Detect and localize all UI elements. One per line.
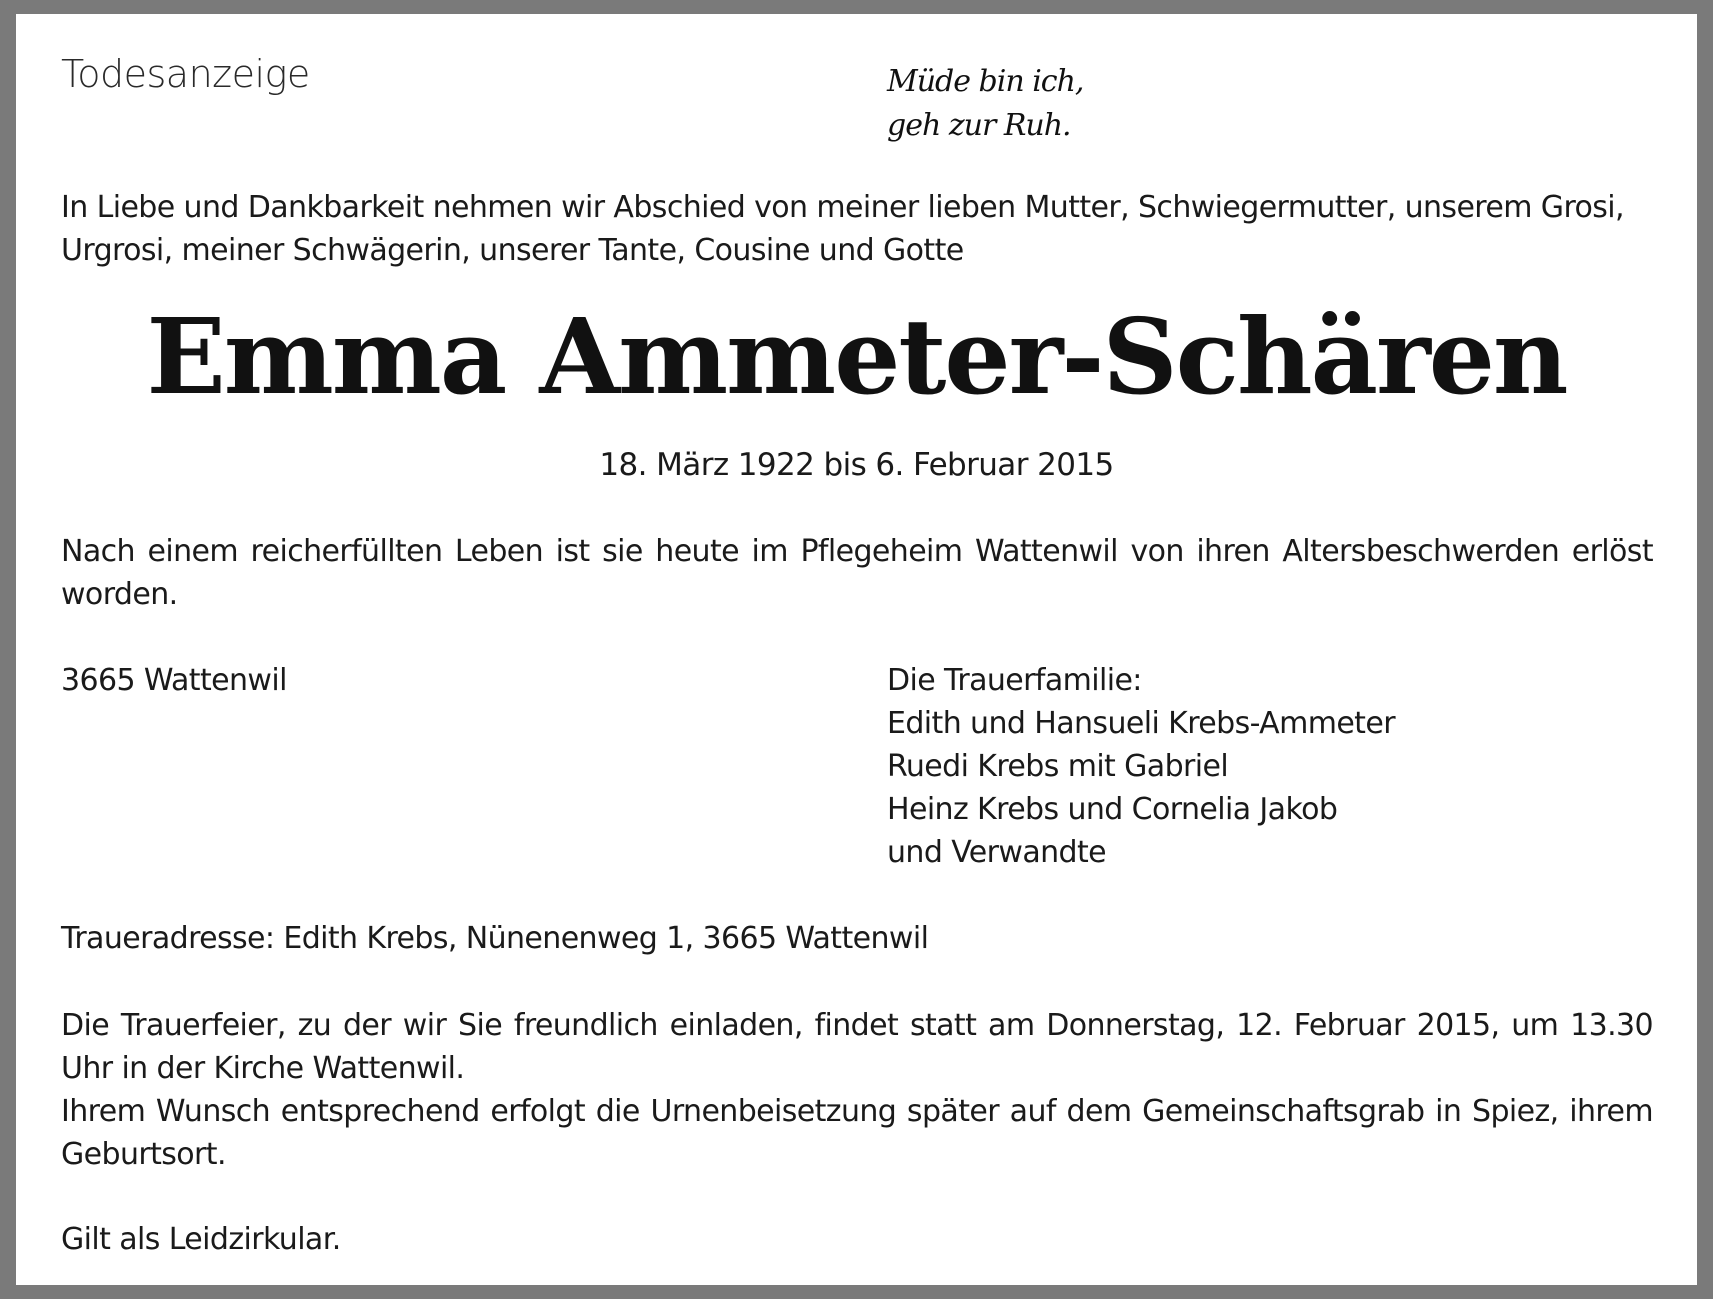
closing-text: Gilt als Leidzirkular. [61, 1222, 341, 1257]
family-block [887, 659, 1395, 874]
mourning-address: Traueradresse: Edith Krebs, Nünenenweg 1, 3665 Wattenwil [61, 921, 929, 956]
family-member: Ruedi Krebs mit Gabriel [887, 749, 1229, 784]
family-member: Heinz Krebs und Cornelia Jakob [887, 792, 1338, 827]
burial-text: Ihrem Wunsch entsprechend erfolgt die Urnenbeisetzung später auf dem Gemeinschaftsgrab in Spiez, ihrem Geburtsort. [61, 1094, 1653, 1172]
motto-line-2: geh zur Ruh. [887, 108, 1071, 143]
intro-text: In Liebe und Dankbarkeit nehmen wir Abschied von meiner lieben Mutter, Schwiegermutter, unserem Grosi, Urgrosi, meiner Schwägerin, unserer Tante, Cousine und Gotte [61, 190, 1624, 268]
motto-line-1: Müde bin ich, [887, 64, 1084, 99]
life-dates: 18. März 1922 bis 6. Februar 2015 [599, 447, 1114, 483]
deceased-name: Emma Ammeter-Schären [146, 295, 1567, 418]
ceremony-text: Die Trauerfeier, zu der wir Sie freundlich einladen, findet statt am Donnerstag, 12. Februar 2015, um 13.30 Uhr in der Kirche Wattenwil. [61, 1008, 1653, 1086]
passing-text: Nach einem reicherfüllten Leben ist sie heute im Pflegeheim Wattenwil von ihren Altersbeschwerden erlöst worden. [61, 534, 1653, 612]
notice-heading: Todesanzeige [61, 52, 310, 96]
family-title: Die Trauerfamilie: [887, 663, 1142, 698]
motto [887, 60, 1083, 148]
family-member: und Verwandte [887, 835, 1106, 870]
place-text: 3665 Wattenwil [61, 663, 287, 698]
family-member: Edith und Hansueli Krebs-Ammeter [887, 706, 1395, 741]
ceremony-block [61, 1004, 1653, 1176]
